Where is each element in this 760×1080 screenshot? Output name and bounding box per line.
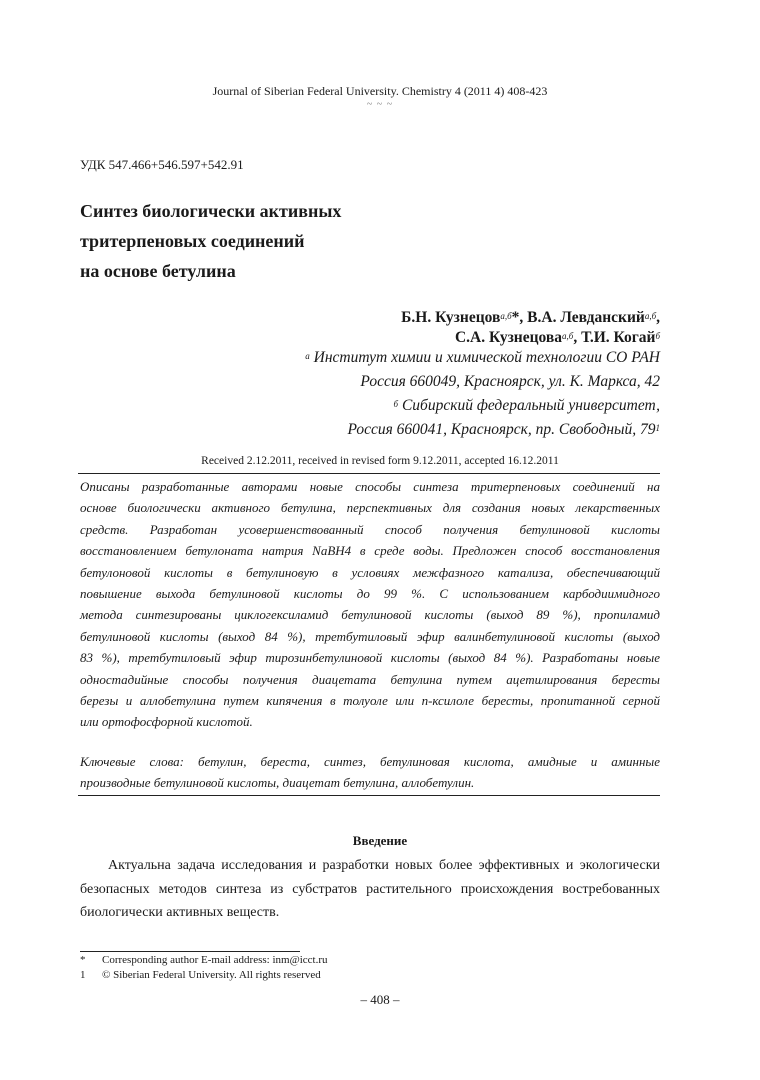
affiliation-text: Институт химии и химической технологии СО РАН — [313, 349, 660, 366]
abstract-line: березы и аллобетулина путем кипячения в толуоле или п-ксилоле бересты, пропитанной серной — [80, 693, 660, 709]
author-name: С.А. Кузнецова — [454, 329, 563, 346]
keywords — [80, 751, 660, 794]
abstract-line: бетулиновой кислоты (выход 84 %), третбутиловый эфир валинбетулиновой кислоты (выход — [80, 628, 660, 644]
page-number: – 408 – — [360, 992, 400, 1007]
author-list — [401, 306, 660, 350]
udk-code: УДК 547.466+546.597+542.91 — [80, 157, 244, 172]
corresponding-mark: * — [511, 309, 520, 326]
footnote-text: Corresponding author E-mail address: inm@icct.ru — [102, 954, 328, 966]
keywords-bottom-rule — [78, 795, 660, 796]
footnote — [80, 967, 321, 983]
intro-line: Актуальна задача исследования и разработки новых более эффективных и экологически — [108, 858, 660, 873]
article-title — [80, 196, 341, 286]
author-name: В.А. Левданский — [527, 309, 645, 326]
abstract-line: основе биологически активного бетулина, перспективных для создания новых лекарственных — [80, 500, 660, 516]
affil-sup: 1 — [655, 423, 660, 433]
author-line: Б.Н. Кузнецов$^{а,б}$*, В.А. Левданский$^{а,б}$, — [401, 309, 660, 326]
author-affil-sup: а,б — [500, 311, 512, 321]
abstract-line: метода синтезированы циклогексиламид бетулиновой кислоты (выход 89 %), пропиламид — [80, 607, 660, 623]
author-line: С.А. Кузнецова$^{а,б}$, Т.И. Когай$^б$ — [454, 329, 660, 346]
section-heading: Введение — [352, 833, 408, 848]
abstract-line: восстановлением бетулоната натрия NaBH4 в среде воды. Предложен способ восстановления — [80, 543, 660, 559]
abstract-line: 83 %), третбутиловый эфир тирозинбетулиновой кислоты (выход 84 %). Разработаны новые — [80, 650, 660, 666]
footnote-text: © Siberian Federal University. All rights reserved — [102, 969, 321, 981]
abstract — [80, 476, 660, 733]
keywords-line: производные бетулиновой кислоты, диацетат бетулина, аллобетулин. — [80, 775, 475, 791]
intro-line: биологически активных веществ. — [80, 905, 280, 920]
title-line: Синтез биологически активных — [80, 201, 342, 221]
intro-paragraph — [80, 854, 660, 925]
title-line: на основе бетулина — [80, 261, 236, 281]
header-separator: ~ ~ ~ — [366, 99, 394, 110]
abstract-line: бетулоновой кислоты в бетулиновую в условиях межфазного катализа, обеспечивающий — [80, 564, 660, 580]
author-affil-sup: б — [655, 331, 660, 341]
footnote-mark: 1 — [80, 969, 86, 981]
footnote — [80, 952, 328, 968]
abstract-line: повышение выхода бетулиновой кислоты до 99 %. С использованием карбодиимидного — [80, 586, 660, 602]
footnote-mark: * — [80, 954, 86, 966]
journal-header: Journal of Siberian Federal University. Chemistry 4 (2011 4) 408-423 — [212, 84, 548, 98]
author-affil-sup: а,б — [562, 331, 574, 341]
abstract-line: одностадийные способы получения диацетата бетулина путем ацетилирования бересты — [80, 671, 660, 687]
affiliation-text: Россия 660041, Красноярск, пр. Свободный, 79 — [347, 421, 656, 438]
abstract-top-rule — [78, 473, 660, 474]
abstract-line: Описаны разработанные авторами новые способы синтеза тритерпеновых соединений на — [80, 479, 660, 494]
affiliation-line — [305, 394, 660, 418]
affiliation-line — [305, 418, 660, 442]
keywords-line: Ключевые слова: бетулин, береста, синтез, бетулиновая кислота, амидные и аминные — [80, 754, 660, 769]
affiliation-line — [305, 346, 660, 370]
abstract-line: или ортофосфорной кислотой. — [80, 714, 253, 730]
affiliation-line: Россия 660049, Красноярск, ул. К. Маркса, 42 — [360, 373, 660, 390]
received-dates: Received 2.12.2011, received in revised form 9.12.2011, accepted 16.12.2011 — [201, 455, 559, 467]
affiliation-text: Сибирский федеральный университет, — [401, 397, 660, 414]
title-line: тритерпеновых соединений — [80, 231, 305, 251]
affil-sup: б — [393, 399, 399, 409]
affiliations — [305, 346, 660, 442]
author-name: Б.Н. Кузнецов — [401, 309, 501, 326]
abstract-line: средств. Разработан усовершенствованный способ получения бетулиновой кислоты — [80, 521, 660, 537]
author-affil-sup: а,б — [644, 311, 657, 321]
affil-sup: а — [305, 351, 310, 361]
intro-line: безопасных методов синтеза из субстратов растительного происхождения востребованных — [80, 881, 660, 897]
author-name: Т.И. Когай — [581, 329, 656, 346]
